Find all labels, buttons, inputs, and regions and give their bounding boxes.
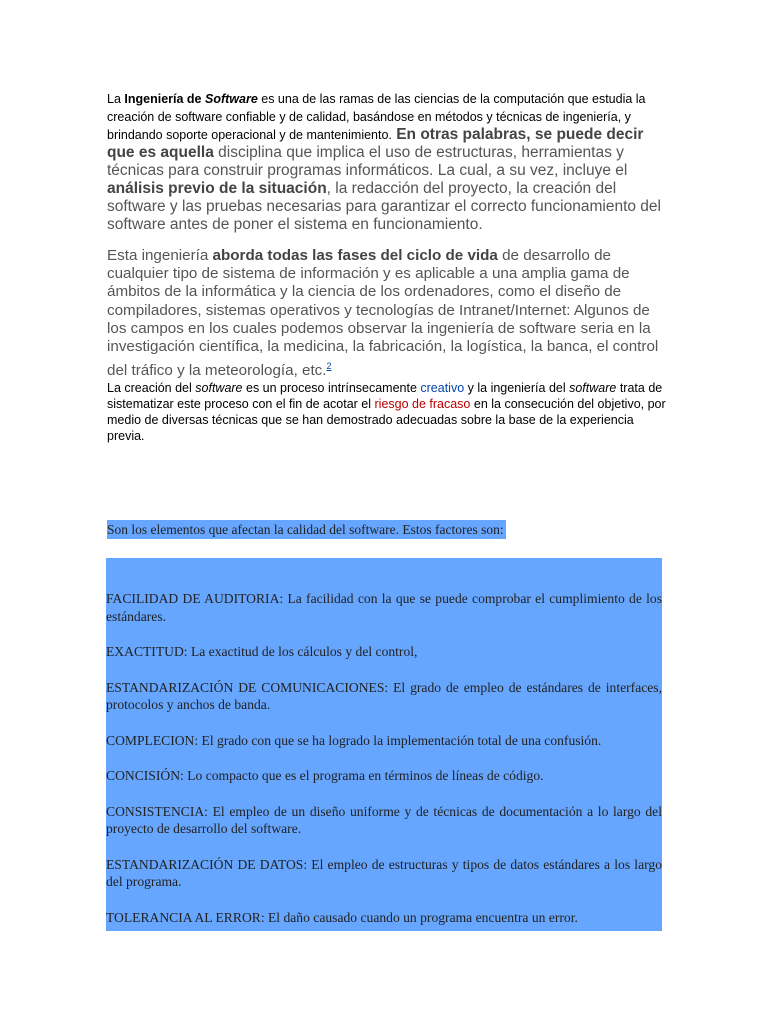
term-bold-italic: Software — [204, 92, 258, 106]
term-bold: Ingeniería de — [124, 92, 205, 106]
emphasis-bold: análisis previo de la situación — [107, 180, 327, 197]
text: La — [107, 92, 125, 106]
text: , la redacción del proyecto, la creación del software y las pruebas necesarias para garantizar el correcto funcionamiento del software antes de poner el sistema en funcionamiento. — [107, 180, 661, 233]
factors-intro-highlight: Son los elementos que afectan la calidad del software. Estos factores son: — [107, 522, 504, 537]
factor-item: EXACTITUD: La exactitud de los cálculos y del control, — [106, 644, 418, 659]
factor-item: CONSISTENCIA: El empleo de un diseño uniforme y de técnicas de documentación a lo largo del proyecto de desarrollo del software. — [106, 803, 662, 836]
creation-paragraph — [107, 380, 667, 444]
factor-item: TOLERANCIA AL ERROR: El daño causado cuando un programa encuentra un error. — [106, 909, 578, 925]
text: Esta ingeniería — [107, 247, 213, 264]
text: en la consecución del objetivo, por medio de diversas técnicas que se han demostrado adecuadas sobre la base de la experiencia previa. — [107, 397, 666, 443]
text: trata de sistematizar este proceso con el fin de acotar el — [107, 381, 663, 411]
italic-term: software — [195, 381, 243, 395]
text: de desarrollo de cualquier tipo de sistema de información y es aplicable a una amplia gama de ámbitos de la informática y la ciencia de los ordenadores, como el diseño de compiladores, sistemas operativos y tecnologías de Intranet/Internet: Algunos de los campos en los cuales podemos observar la ingeniería de software seria en la investigación científica, la medicina, la fabricación, la logística, la banca, el control del tráfico y la meteorología, etc. — [107, 247, 659, 380]
footnote-link[interactable]: 2 — [326, 361, 332, 372]
riesgo-de-fracaso-link[interactable]: riesgo de fracaso — [374, 397, 471, 411]
text: es un proceso intrínsecamente — [242, 381, 421, 395]
text: disciplina que implica el uso de estructuras, herramientas y técnicas para construir programas informáticos. La cual, a su vez, incluye el — [107, 144, 628, 179]
factor-item: ESTANDARIZACIÓN DE COMUNICACIONES: El grado de empleo de estándares de interfaces, protocolos y anchos de banda. — [106, 679, 662, 712]
emphasis-bold: En otras palabras, se puede decir que es aquella — [107, 126, 644, 161]
text: y la ingeniería del — [464, 381, 570, 395]
factors-box — [106, 558, 662, 931]
factor-item: COMPLECION: El grado con que se ha logrado la implementación total de una confusión. — [106, 732, 602, 748]
creativo-link[interactable]: creativo — [420, 381, 465, 395]
scope-paragraph — [107, 247, 662, 380]
factor-item: CONCISIÓN: Lo compacto que es el programa en términos de líneas de código. — [106, 768, 544, 783]
text: La creación del — [107, 381, 196, 395]
factor-item: ESTANDARIZACIÓN DE DATOS: El empleo de estructuras y tipos de datos estándares a los largo del programa. — [106, 856, 662, 889]
emphasis-bold: aborda todas las fases del ciclo de vida — [212, 247, 498, 264]
text: es una de las ramas de las ciencias de la computación que estudia la creación de software confiable y de calidad, basándose en métodos y técnicas de ingeniería, y brindando soporte operacional y de mantenimiento. — [107, 92, 646, 142]
factor-item: FACILIDAD DE AUDITORIA: La facilidad con la que se puede comprobar el cumplimiento de los estándares. — [106, 591, 662, 624]
intro-paragraph — [107, 90, 667, 234]
italic-term: software — [569, 381, 617, 395]
